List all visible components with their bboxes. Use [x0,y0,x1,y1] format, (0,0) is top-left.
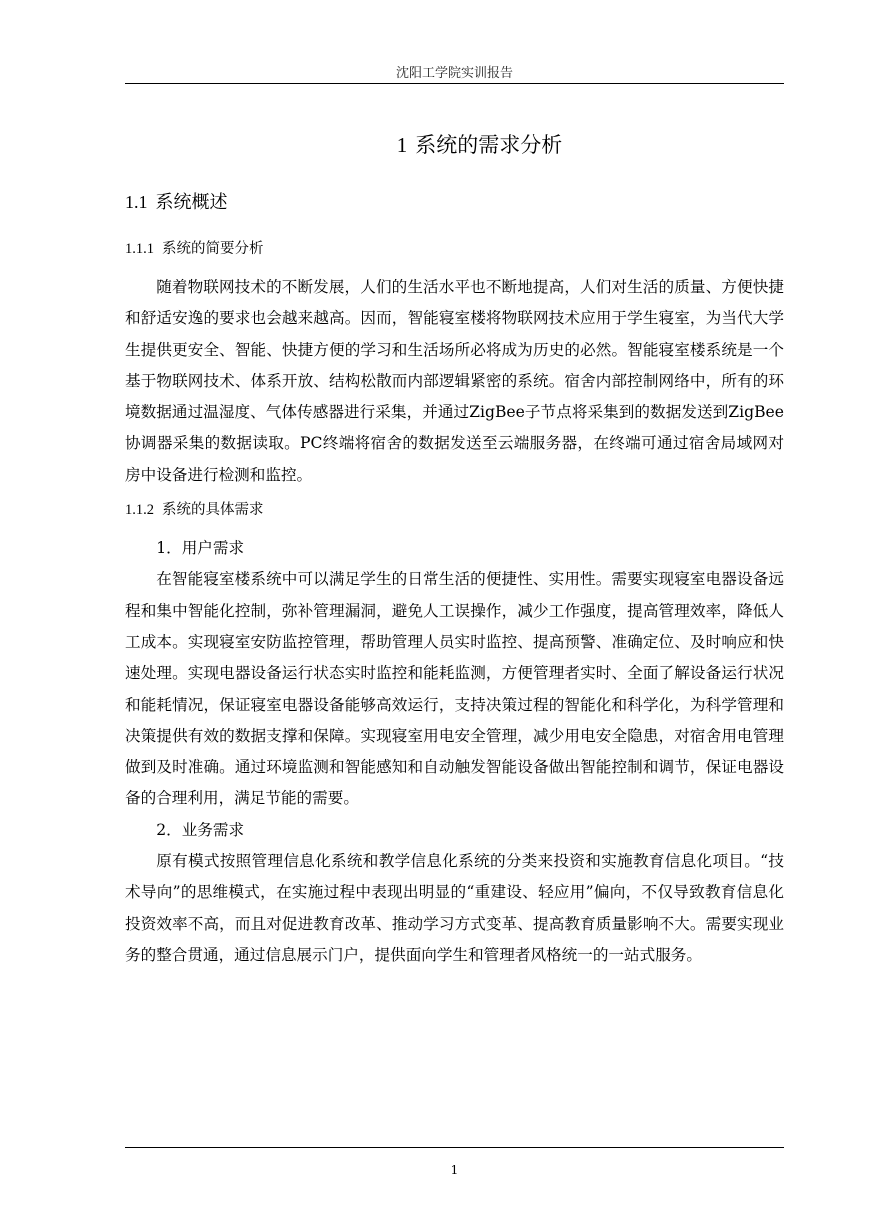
footer-rule [125,1147,784,1148]
subsection-title: 系统的简要分析 [162,241,264,257]
header-rule [125,83,784,84]
chapter-number: 1 [396,133,408,157]
paragraph-business-requirements: 原有模式按照管理信息化系统和教学信息化系统的分类来投资和实施教育信息化项目。“技术导向”的思维模式，在实施过程中表现出明显的“重建设、轻应用”偏向，不仅导致教育信息化投资效率不高，而且对促进教育改革、推动学习方式变革、提高教育质量影响不大。需要实现业务的整合贯通，通过信息展示门户，提供面向学生和管理者风格统一的一站式服务。 [125,852,784,964]
chapter-title: 系统的需求分析 [415,133,563,157]
page-number: 1 [450,1163,459,1177]
subsection-number: 1.1.2 [125,502,154,519]
running-header: 沈阳工学院实训报告 [395,66,513,81]
subsection-number: 1.1.1 [125,241,154,257]
section-number: 1.1 [125,192,148,212]
section-heading-1-1 [125,187,784,218]
chapter-heading [125,128,784,162]
list-label-user-requirements: 1．用户需求 [156,539,245,558]
paragraph-user-requirements: 在智能寝室楼系统中可以满足学生的日常生活的便捷性、实用性。需要实现寝室电器设备远程和集中智能化控制，弥补管理漏洞，避免人工误操作，减少工作强度，提高管理效率，降低人工成本。实现寝室安防监控管理，帮助管理人员实时监控、提高预警、准确定位、及时响应和快速处理。实现电器设备运行状态实时监控和能耗监测，方便管理者实时、全面了解设备运行状况和能耗情况，保证寝室电器设备能够高效运行，支持决策过程的智能化和科学化，为科学管理和决策提供有效的数据支撑和保障。实现寝室用电安全管理，减少用电安全隐患，对宿舍用电管理做到及时准确。通过环境监测和智能感知和自动触发智能设备做出智能控制和调节，保证电器设备的合理利用，满足节能的需要。 [125,570,784,808]
subsection-heading-1-1-2 [125,495,784,525]
subsection-heading-1-1-1 [125,234,784,264]
list-label-business-requirements: 2．业务需求 [156,820,245,839]
paragraph-brief-analysis: 随着物联网技术的不断发展，人们的生活水平也不断地提高，人们对生活的质量、方便快捷和舒适安逸的要求也会越来越高。因而，智能寝室楼将物联网技术应用于学生寝室，为当代大学生提供更安全、智能、快捷方便的学习和生活场所必将成为历史的必然。智能寝室楼系统是一个基于物联网技术、体系开放、结构松散而内部逻辑紧密的系统。宿舍内部控制网络中，所有的环境数据通过温湿度、气体传感器进行采集，并通过ZigBee子节点将采集到的数据发送到ZigBee协调器采集的数据读取。PC终端将宿舍的数据发送至云端服务器，在终端可通过宿舍局域网对房中设备进行检测和监控。 [125,278,784,484]
section-title: 系统概述 [155,192,228,213]
subsection-title: 系统的具体需求 [162,502,264,519]
page-content [125,128,784,971]
